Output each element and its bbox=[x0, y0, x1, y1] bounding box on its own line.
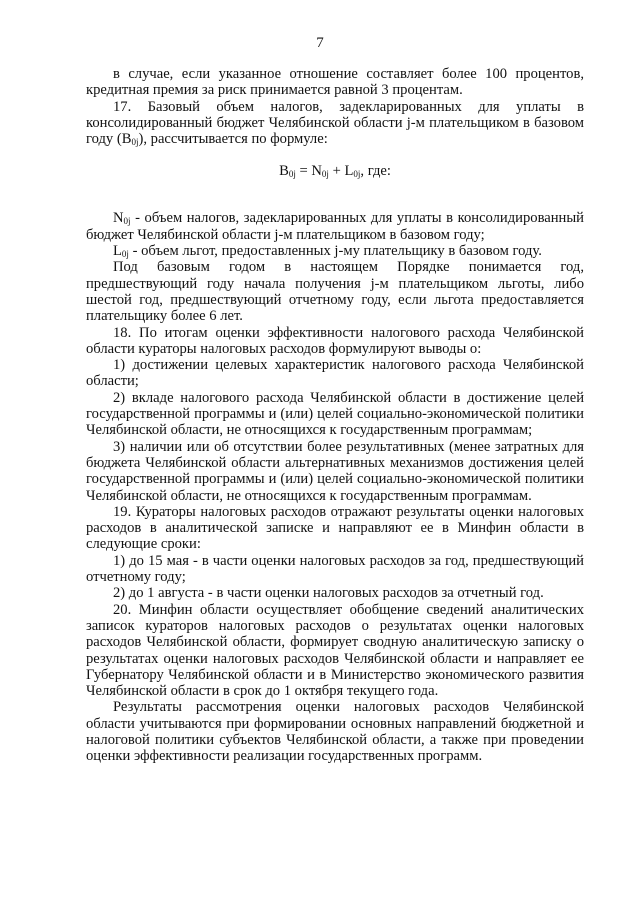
formula-b: B bbox=[279, 163, 289, 180]
text-17: 17. Базовый объем налогов, задекларированных для уплаты в консолидированный бюджет Челябинской области j-м плательщиком в базовом году (B bbox=[86, 98, 584, 148]
paragraph-20: 20. Минфин области осуществляет обобщение сведений аналитических записок кураторов налоговых расходов о результатах оценки налоговых расходов Челябинской области, формирует сводную аналитическую записку о результатах оценки налоговых расходов Челябинской области и направляет ее Губернатору Челябинской области и в Министерство экономического развития Челябинской области в срок до 1 октября текущего года. bbox=[86, 601, 584, 700]
text-17-end: ), рассчитывается по формуле: bbox=[138, 131, 328, 148]
text-n-definition: - объем налогов, задекларированных для уплаты в консолидированный бюджет Челябинской области j-м плательщиком в базовом году; bbox=[86, 210, 584, 243]
text-l-definition: - объем льгот, предоставленных j-му плательщику в базовом году. bbox=[128, 243, 542, 260]
text-risk-premium: в случае, если указанное отношение составляет более 100 процентов, кредитная премия за риск принимается равной 3 процентам. bbox=[86, 66, 584, 99]
document-body bbox=[86, 66, 584, 765]
paragraph-18: 18. По итогам оценки эффективности налогового расхода Челябинской области кураторы налоговых расходов формулируют выводы о: bbox=[86, 324, 584, 357]
formula-l: + L bbox=[328, 163, 354, 180]
paragraph-18-item-2: 2) вкладе налогового расхода Челябинской области в достижение целей государственной программы и (или) целей социально-экономической политики Челябинской области, не относящихся к государственным программам; bbox=[86, 389, 584, 439]
paragraph-base-year: Под базовым годом в настоящем Порядке понимается год, предшествующий году начала получения j-м плательщиком льготы, либо шестой год, предшествующий отчетному году, если льгота предоставляется плательщику более 6 лет. bbox=[86, 259, 584, 325]
formula-b-subscript: 0j bbox=[288, 169, 296, 180]
formula-l-subscript: 0j bbox=[353, 169, 361, 180]
paragraph-18-item-3: 3) наличии или об отсутствии более результативных (менее затратных для бюджета Челябинской области альтернативных механизмов достижения целей государственной программы и (или) целей социально-экономической политики Челябинской области, не относящихся к государственным программам. bbox=[86, 438, 584, 504]
symbol-n-subscript: 0j bbox=[123, 216, 131, 227]
formula-n-subscript: 0j bbox=[321, 169, 329, 180]
symbol-n: N bbox=[113, 210, 124, 227]
symbol-l: L bbox=[113, 243, 122, 260]
paragraph-risk-premium bbox=[86, 66, 584, 99]
page-number: 7 bbox=[316, 35, 324, 51]
paragraph-18-item-1: 1) достижении целевых характеристик налогового расхода Челябинской области; bbox=[86, 357, 584, 390]
formula-n: = N bbox=[295, 163, 322, 180]
symbol-l-subscript: 0j bbox=[121, 249, 129, 260]
paragraph-19-item-2: 2) до 1 августа - в части оценки налоговых расходов за отчетный год. bbox=[113, 585, 544, 602]
definition-l bbox=[86, 243, 584, 259]
formula-end: , где: bbox=[360, 163, 391, 180]
subscript-0j: 0j bbox=[131, 137, 139, 148]
paragraph-final: Результаты рассмотрения оценки налоговых расходов Челябинской области учитываются при формировании основных направлений бюджетной и налоговой политики субъектов Челябинской области, а также при проведении оценки эффективности реализации государственных программ. bbox=[86, 699, 584, 765]
paragraph-19: 19. Кураторы налоговых расходов отражают результаты оценки налоговых расходов в аналитической записке и направляют ее в Минфин области в следующие сроки: bbox=[86, 503, 584, 553]
definition-n bbox=[86, 210, 584, 243]
formula bbox=[86, 162, 584, 180]
paragraph-19-item-1: 1) до 15 мая - в части оценки налоговых расходов за год, предшествующий отчетному году; bbox=[86, 552, 584, 586]
paragraph-17 bbox=[86, 99, 584, 148]
